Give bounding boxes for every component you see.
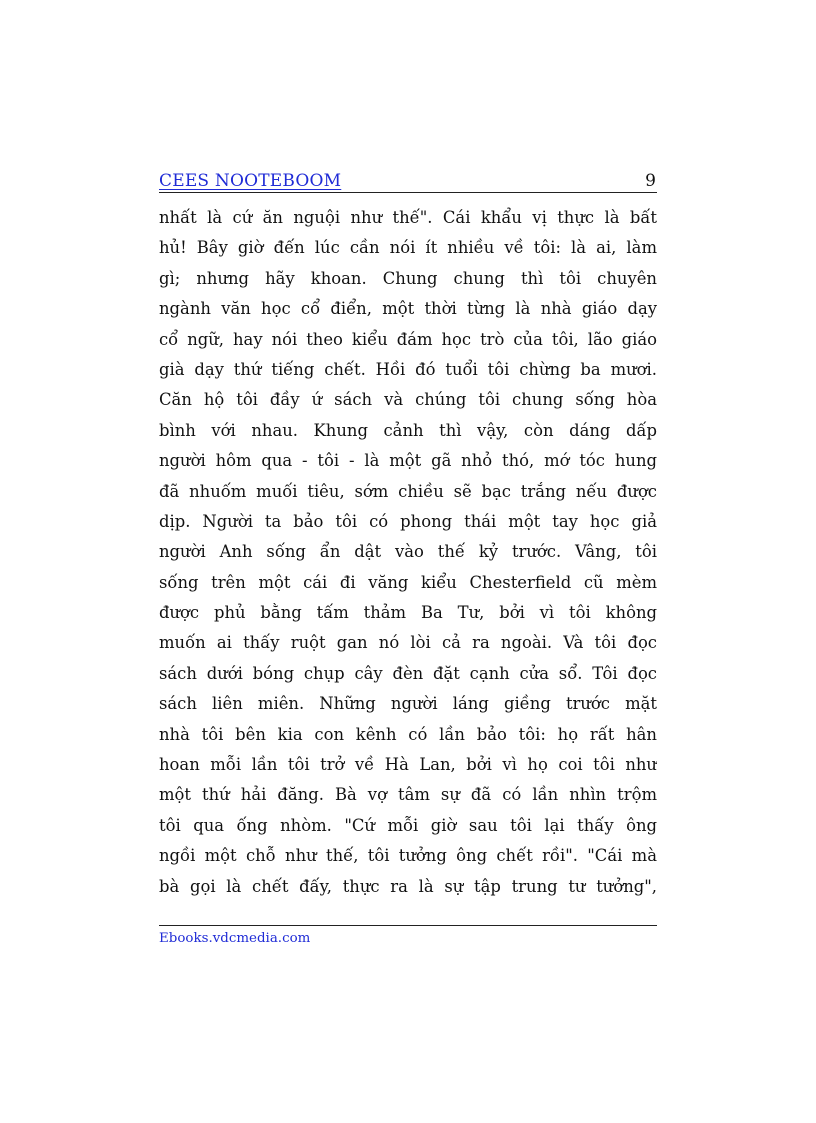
text-line: bình với nhau. Khung cảnh thì vậy, còn dáng dấp <box>159 420 657 440</box>
text-line: ngồi một chỗ như thế, tôi tưởng ông chết rồi". "Cái mà <box>159 846 657 866</box>
text-line: già dạy thứ tiếng chết. Hồi đó tuổi tôi chừng ba mươi. <box>159 359 657 379</box>
author-title-link[interactable]: CEES NOOTEBOOM <box>159 171 342 191</box>
text-line: một thứ hải đăng. Bà vợ tâm sự đã có lần nhìn trộm <box>159 785 657 805</box>
text-line: tôi qua ống nhòm. "Cứ mỗi giờ sau tôi lại thấy ông <box>159 815 657 835</box>
footer-divider <box>159 925 657 926</box>
text-line: Căn hộ tôi đầy ứ sách và chúng tôi chung sống hòa <box>159 390 657 410</box>
text-line: cổ ngữ, hay nói theo kiểu đám học trò của tôi, lão giáo <box>159 329 657 349</box>
text-line: sách dưới bóng chụp cây đèn đặt cạnh cửa sổ. Tôi đọc <box>159 663 657 683</box>
page-header <box>159 170 657 193</box>
text-line: nhà tôi bên kia con kênh có lần bảo tôi: họ rất hân <box>159 724 657 744</box>
text-line: sống trên một cái đi văng kiểu Chesterfield cũ mèm <box>159 572 657 592</box>
text-line: bà gọi là chết đấy, thực ra là sự tập trung tư tưởng", <box>159 876 657 896</box>
text-line: nhất là cứ ăn nguội như thế". Cái khẩu vị thực là bất <box>159 208 657 227</box>
text-line: được phủ bằng tấm thảm Ba Tư, bởi vì tôi không <box>159 603 657 623</box>
text-line: muốn ai thấy ruột gan nó lòi cả ra ngoài. Và tôi đọc <box>159 633 657 653</box>
text-line: ngành văn học cổ điển, một thời từng là nhà giáo dạy <box>159 299 657 319</box>
body-text <box>159 203 657 915</box>
text-line: đã nhuốm muối tiêu, sớm chiều sẽ bạc trắng nếu được <box>159 481 657 501</box>
text-line: hủ! Bây giờ đến lúc cần nói ít nhiều về tôi: là ai, làm <box>159 238 657 258</box>
text-line: người Anh sống ẩn dật vào thế kỷ trước. Vâng, tôi <box>159 542 657 562</box>
text-line: dịp. Người ta bảo tôi có phong thái một tay học giả <box>159 511 657 531</box>
source-link[interactable]: Ebooks.vdcmedia.com <box>159 931 311 946</box>
text-line: sách liên miên. Những người láng giềng trước mặt <box>159 694 657 714</box>
text-line: người hôm qua - tôi - là một gã nhỏ thó, mớ tóc hung <box>159 451 657 471</box>
page-number: 9 <box>645 171 656 191</box>
text-line: gì; nhưng hãy khoan. Chung chung thì tôi chuyên <box>159 268 657 288</box>
text-line: hoan mỗi lần tôi trở về Hà Lan, bởi vì họ coi tôi như <box>159 755 657 775</box>
